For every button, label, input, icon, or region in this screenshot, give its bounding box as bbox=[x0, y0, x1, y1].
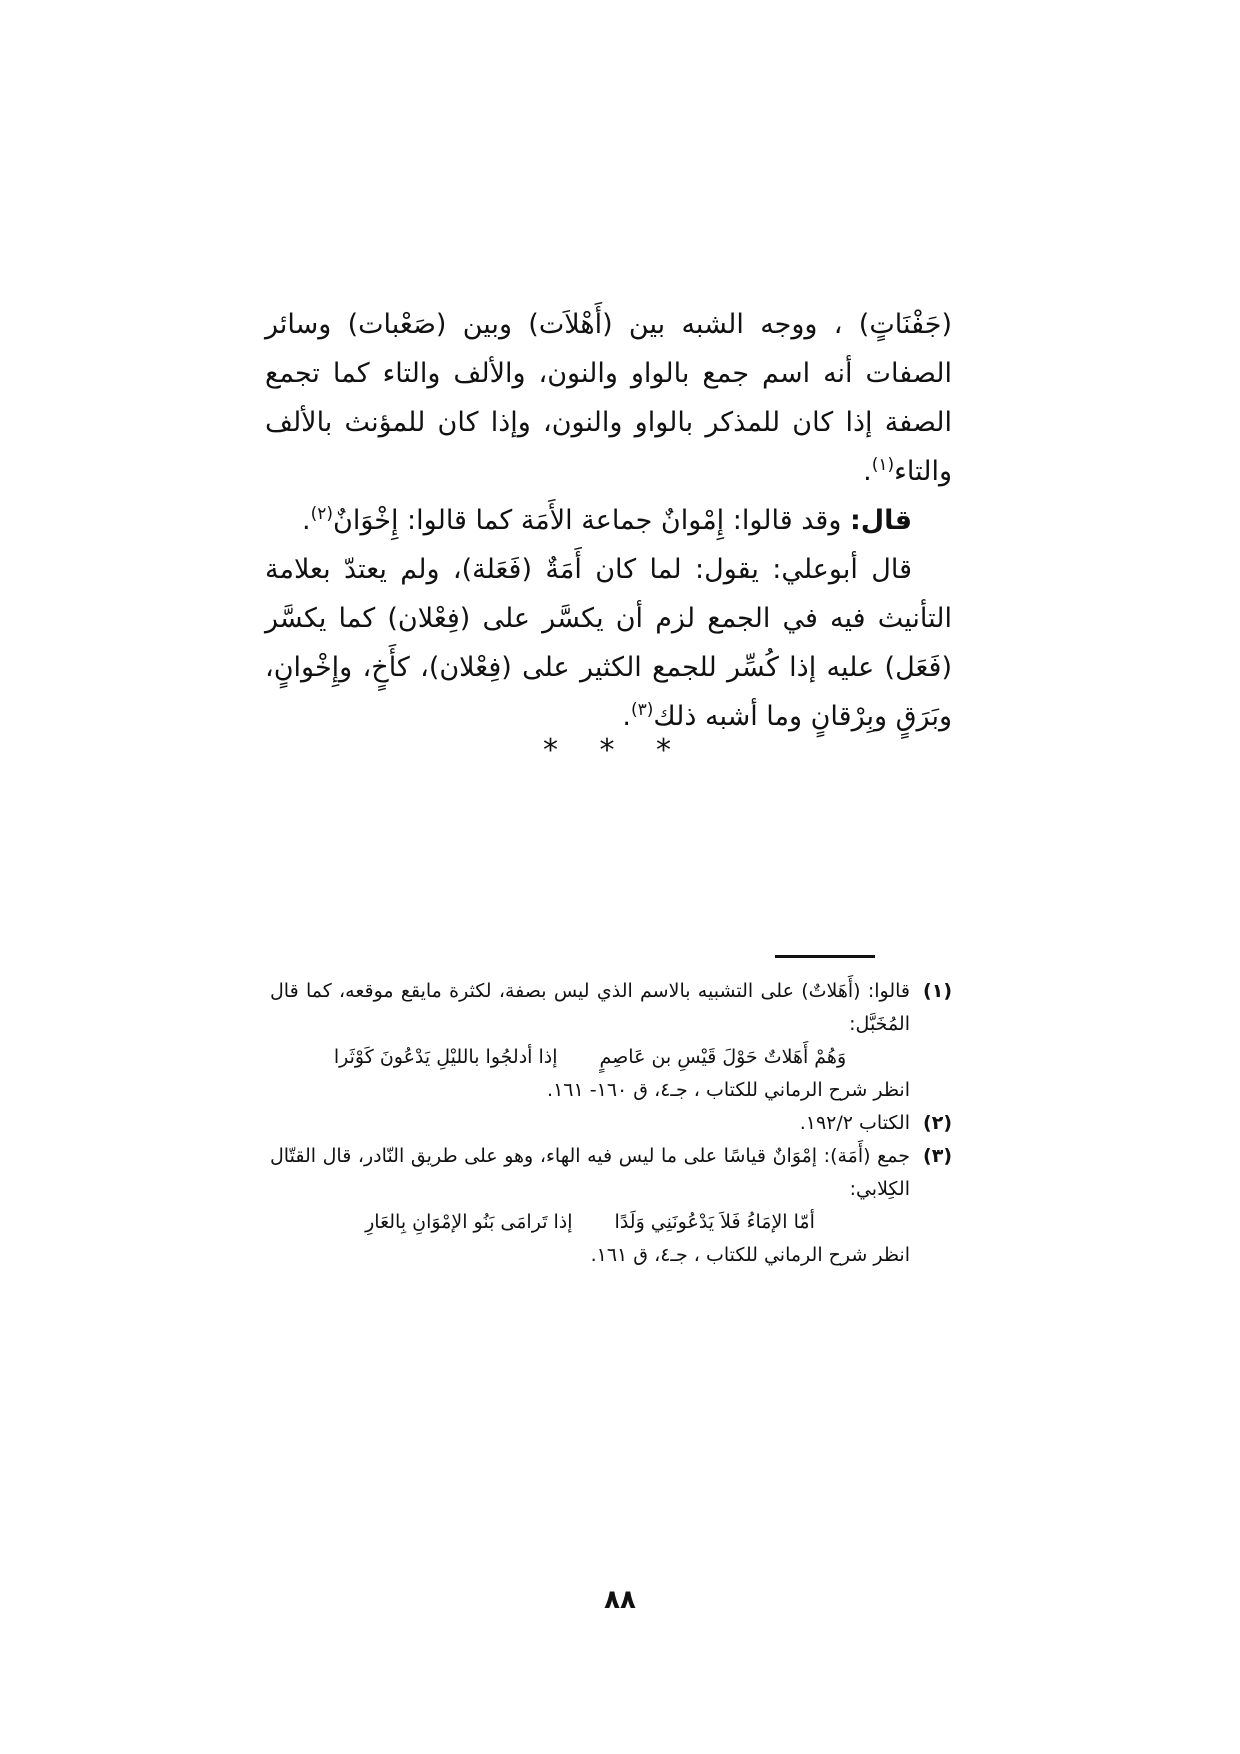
footnote-rule bbox=[775, 955, 875, 958]
footnote bbox=[270, 1140, 952, 1272]
footnote-ref: (٣) bbox=[630, 700, 654, 720]
verse-second-hemistich: إذا تَرامَى بَنُو الإمْوَانِ بِالعَارِ bbox=[365, 1211, 573, 1233]
section-separator: * * * bbox=[542, 733, 688, 768]
footnote-ref: (١) bbox=[871, 455, 895, 475]
punctuation: . bbox=[622, 701, 631, 732]
page-number: ٨٨ bbox=[604, 1585, 636, 1615]
punctuation: . bbox=[301, 505, 311, 536]
footnote-text: الكتاب ١٩٢/٢. bbox=[799, 1112, 910, 1134]
footnote bbox=[270, 1107, 952, 1140]
footnote-text: قالوا: (أَهَلاتٌ) على التشبيه بالاسم الذي ليس بصفة، لكثرة مايقع موقعه، كما قال المُخَبَّل: bbox=[270, 980, 910, 1035]
paragraph bbox=[265, 300, 952, 496]
footnote-body bbox=[270, 975, 910, 1107]
paragraph bbox=[265, 545, 952, 741]
footnote-body bbox=[270, 1107, 910, 1140]
footnote-ref: (٢) bbox=[310, 504, 333, 524]
verse-second-hemistich: إذا أدلجُوا بالليْلِ يَدْعُونَ كَوْثَرا bbox=[333, 1046, 558, 1068]
footnote-number: (٣) bbox=[923, 1145, 952, 1167]
paragraph-text: قال أبوعلي: يقول: لما كان أَمَةٌ (فَعَلة)، ولم يعتدّ بعلامة التأنيث فيه في الجمع لزم أن يكسَّر على (فِعْلان) كما يكسَّر (فَعَل) عليه إذا كُسِّر للجمع الكثير على (فِعْلان)، كأَخٍ، وإِخْوانٍ، وبَرَقٍ وبِرْقانٍ وما أشبه ذلك bbox=[265, 554, 952, 732]
main-text bbox=[265, 300, 952, 741]
footnote-source: انظر شرح الرماني للكتاب ، جـ٤، ق ١٦٠- ١٦١. bbox=[547, 1079, 910, 1101]
verse-first-hemistich: أمّا الإمَاءُ فَلاَ يَدْعُونَنِي وَلَدًا bbox=[614, 1211, 815, 1233]
paragraph-lead: قال: bbox=[849, 505, 912, 536]
footnote-body bbox=[270, 1140, 910, 1272]
footnote-number: (٢) bbox=[923, 1112, 952, 1134]
poetry-verse bbox=[270, 1206, 910, 1239]
poetry-verse bbox=[270, 1041, 910, 1074]
paragraph-text: (جَفْنَاتٍ) ، ووجه الشبه بين (أَهْلاَت) وبين (صَعْبات) وسائر الصفات أنه اسم جمع بالواو والنون، والألف والتاء كما تجمع الصفة إذا كان للمذكر بالواو والنون، وإذا كان للمؤنث بالألف والتاء bbox=[265, 309, 952, 487]
footnote-source: انظر شرح الرماني للكتاب ، جـ٤، ق ١٦١. bbox=[590, 1244, 910, 1266]
footnote bbox=[270, 975, 952, 1107]
footnotes bbox=[270, 975, 952, 1272]
paragraph bbox=[265, 496, 952, 545]
punctuation: . bbox=[863, 456, 872, 487]
footnote-number: (١) bbox=[923, 980, 952, 1002]
footnote-text: جمع (أَمَة): إمْوَانٌ قياسًا على ما ليس فيه الهاء، وهو على طريق النّادر، قال القتّال الكِلابي: bbox=[270, 1145, 910, 1200]
paragraph-text: وقد قالوا: إِمْوانٌ جماعة الأَمَة كما قالوا: إِخْوَانٌ bbox=[333, 505, 842, 536]
verse-first-hemistich: وَهُمْ أَهَلاتٌ حَوْلَ قَيْسِ بن عَاصِمٍ bbox=[599, 1046, 847, 1068]
